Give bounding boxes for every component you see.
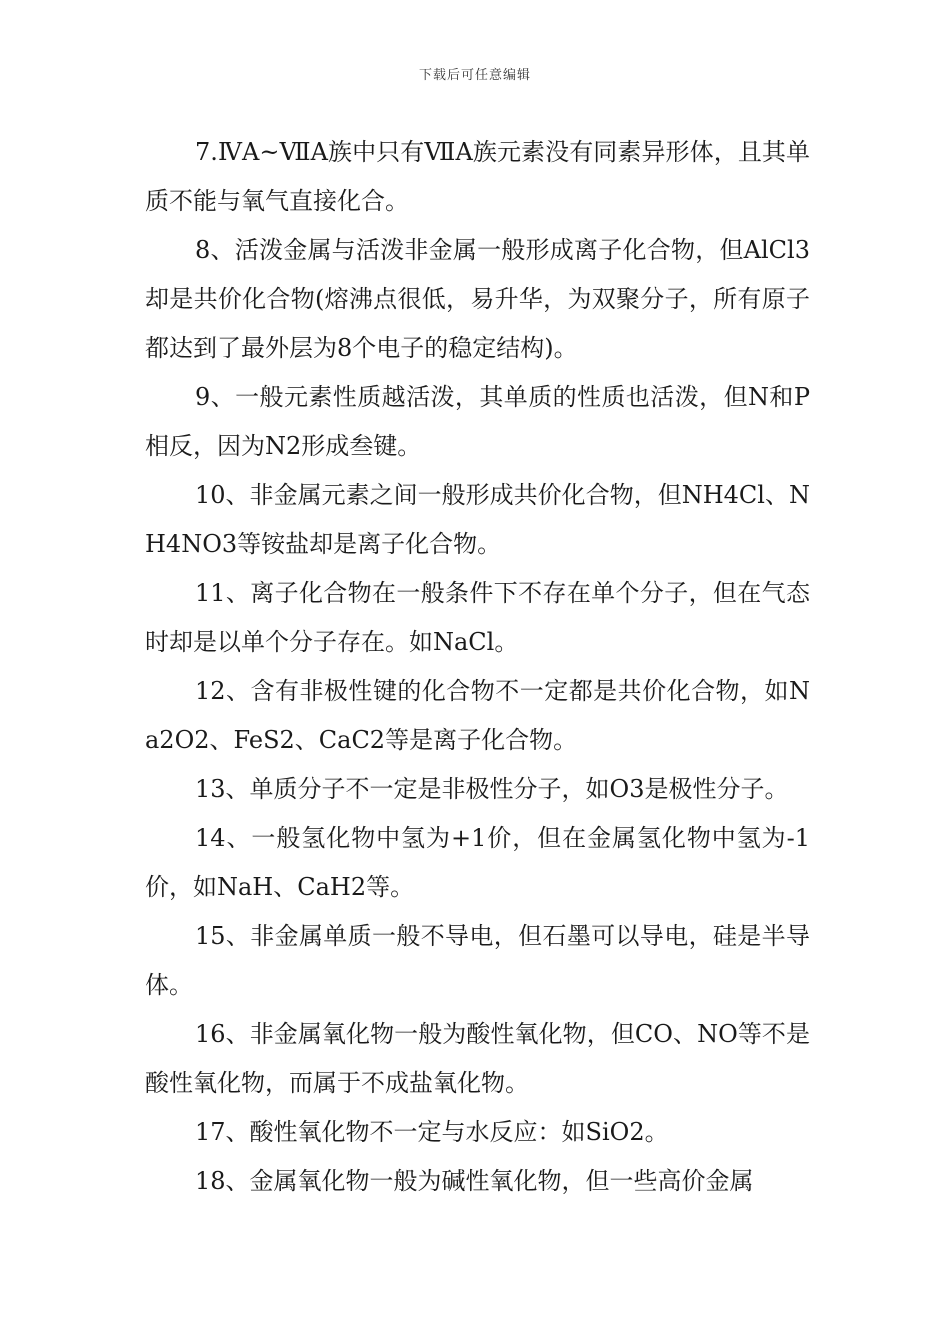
paragraph-18: 18、金属氧化物一般为碱性氧化物，但一些高价金属 (195, 1167, 754, 1195)
paragraph-15: 15、非金属单质一般不导电，但石墨可以导电，硅是半导体。 (145, 922, 810, 999)
paragraph-16: 16、非金属氧化物一般为酸性氧化物，但CO、NO等不是酸性氧化物，而属于不成盐氧化物。 (145, 1020, 810, 1097)
paragraph-12: 12、含有非极性键的化合物不一定都是共价化合物，如Na2O2、FeS2、CaC2等是离子化合物。 (145, 677, 810, 754)
paragraph-13: 13、单质分子不一定是非极性分子，如O3是极性分子。 (195, 775, 789, 803)
paragraph-14: 14、一般氢化物中氢为+1价，但在金属氢化物中氢为-1价，如NaH、CaH2等。 (145, 824, 810, 901)
paragraph-17: 17、酸性氧化物不一定与水反应：如SiO2。 (195, 1118, 669, 1146)
paragraph-10: 10、非金属元素之间一般形成共价化合物，但NH4Cl、NH4NO3等铵盐却是离子化合物。 (145, 481, 810, 558)
paragraph-7: 7.ⅣA~ⅦA族中只有ⅦA族元素没有同素异形体，且其单质不能与氧气直接化合。 (145, 138, 810, 215)
paragraph-8: 8、活泼金属与活泼非金属一般形成离子化合物，但AlCl3却是共价化合物(熔沸点很低，易升华，为双聚分子，所有原子都达到了最外层为8个电子的稳定结构)。 (145, 236, 810, 362)
document-body (145, 128, 810, 1206)
page-header: 下载后可任意编辑 (418, 68, 531, 83)
paragraph-9: 9、一般元素性质越活泼，其单质的性质也活泼，但N和P相反，因为N2形成叁键。 (145, 383, 810, 460)
paragraph-11: 11、离子化合物在一般条件下不存在单个分子，但在气态时却是以单个分子存在。如NaCl。 (145, 579, 810, 656)
